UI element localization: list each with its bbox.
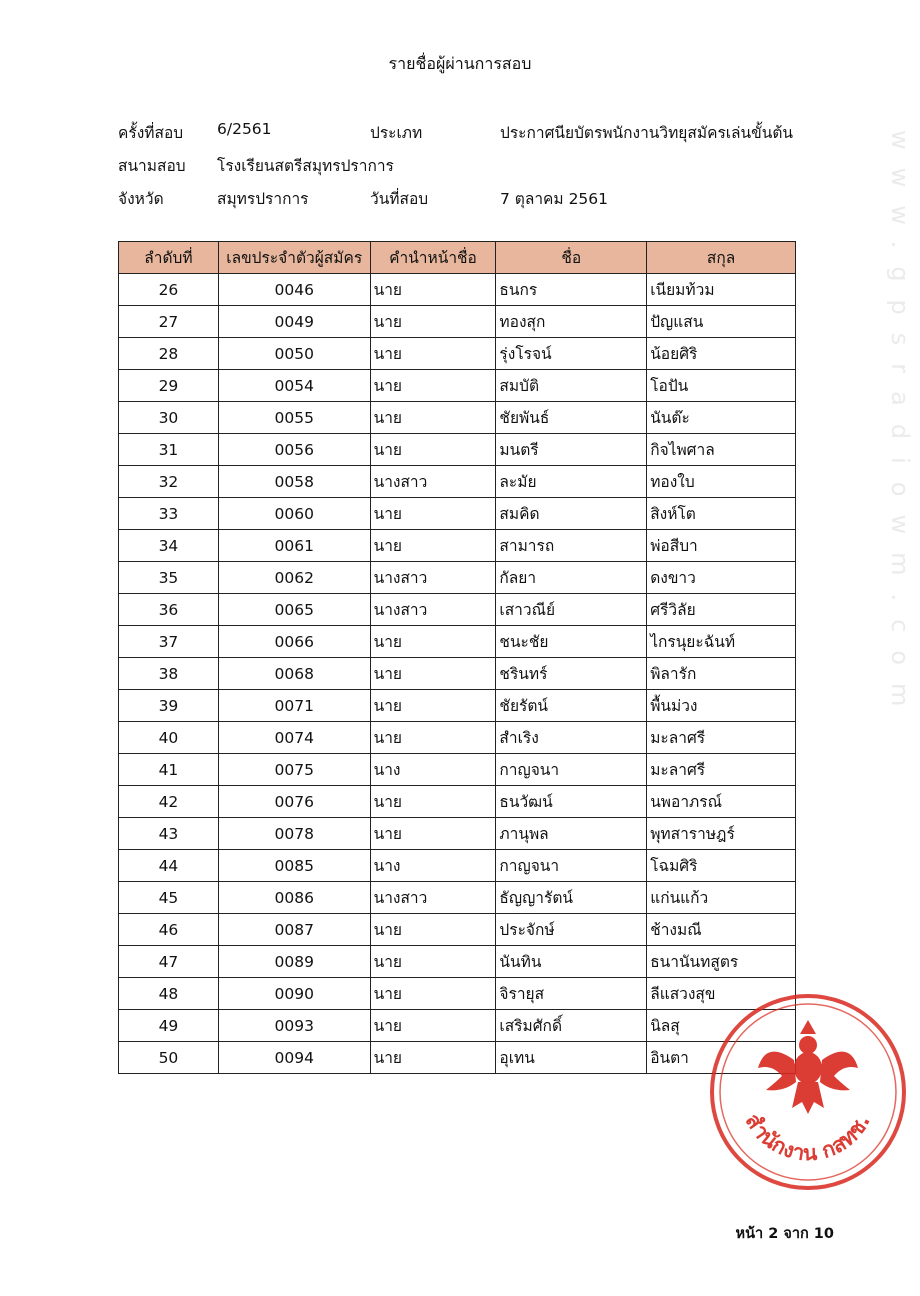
cell-title: นาง (370, 850, 496, 882)
cell-order: 41 (119, 754, 219, 786)
cell-first-name: กัลยา (496, 562, 647, 594)
cell-order: 27 (119, 306, 219, 338)
table-body (119, 274, 796, 1074)
cell-applicant-id: 0087 (218, 914, 370, 946)
table-row (119, 434, 796, 466)
cell-last-name: มะลาศรี (647, 722, 796, 754)
type-label: ประเภท (370, 124, 423, 142)
cell-applicant-id: 0086 (218, 882, 370, 914)
cell-order: 37 (119, 626, 219, 658)
table-row (119, 306, 796, 338)
venue-label: สนามสอบ (118, 157, 186, 175)
cell-order: 26 (119, 274, 219, 306)
cell-first-name: รุ่งโรจน์ (496, 338, 647, 370)
cell-title: นาย (370, 658, 496, 690)
cell-first-name: สมคิด (496, 498, 647, 530)
cell-applicant-id: 0060 (218, 498, 370, 530)
cell-last-name: นพอาภรณ์ (647, 786, 796, 818)
table-row (119, 690, 796, 722)
cell-last-name: ช้างมณี (647, 914, 796, 946)
cell-last-name: น้อยศิริ (647, 338, 796, 370)
results-table (118, 241, 796, 1074)
cell-title: นางสาว (370, 882, 496, 914)
cell-first-name: กาญจนา (496, 850, 647, 882)
cell-title: นาย (370, 978, 496, 1010)
cell-first-name: กาญจนา (496, 754, 647, 786)
type-value: ประกาศนียบัตรพนักงานวิทยุสมัครเล่นขั้นต้น (500, 124, 794, 142)
cell-last-name: ธนานันทสูตร (647, 946, 796, 978)
cell-title: นางสาว (370, 466, 496, 498)
cell-first-name: ธนกร (496, 274, 647, 306)
table-row (119, 274, 796, 306)
cell-first-name: ชนะชัย (496, 626, 647, 658)
cell-order: 42 (119, 786, 219, 818)
cell-first-name: ชรินทร์ (496, 658, 647, 690)
cell-order: 33 (119, 498, 219, 530)
cell-last-name: อินตา (647, 1042, 796, 1074)
cell-order: 28 (119, 338, 219, 370)
cell-applicant-id: 0074 (218, 722, 370, 754)
cell-title: นาย (370, 530, 496, 562)
cell-last-name: นิลสุ (647, 1010, 796, 1042)
cell-last-name: นันต๊ะ (647, 402, 796, 434)
table-row (119, 466, 796, 498)
cell-first-name: ภานุพล (496, 818, 647, 850)
cell-applicant-id: 0061 (218, 530, 370, 562)
cell-applicant-id: 0093 (218, 1010, 370, 1042)
venue-value: โรงเรียนสตรีสมุทรปราการ (217, 157, 394, 175)
cell-order: 43 (119, 818, 219, 850)
cell-order: 40 (119, 722, 219, 754)
table-header-row (119, 242, 796, 274)
cell-order: 39 (119, 690, 219, 722)
cell-title: นาง (370, 754, 496, 786)
cell-first-name: ธัญญารัตน์ (496, 882, 647, 914)
table-row (119, 722, 796, 754)
cell-last-name: ทองใบ (647, 466, 796, 498)
table-row (119, 530, 796, 562)
table-row (119, 1042, 796, 1074)
cell-first-name: สำเริง (496, 722, 647, 754)
cell-title: นาย (370, 370, 496, 402)
page-number: หน้า 2 จาก 10 (735, 1226, 834, 1242)
document-title: รายชื่อผู้ผ่านการสอบ (388, 54, 532, 73)
table-row (119, 402, 796, 434)
cell-last-name: พ่อสีบา (647, 530, 796, 562)
cell-first-name: เสาวณีย์ (496, 594, 647, 626)
cell-title: นาย (370, 1010, 496, 1042)
cell-order: 47 (119, 946, 219, 978)
cell-applicant-id: 0054 (218, 370, 370, 402)
table-row (119, 658, 796, 690)
cell-order: 48 (119, 978, 219, 1010)
cell-applicant-id: 0090 (218, 978, 370, 1010)
table-row (119, 1010, 796, 1042)
cell-last-name: พุทสาราษฎร์ (647, 818, 796, 850)
cell-title: นาย (370, 338, 496, 370)
cell-first-name: มนตรี (496, 434, 647, 466)
cell-title: นางสาว (370, 562, 496, 594)
cell-first-name: ชัยรัตน์ (496, 690, 647, 722)
cell-applicant-id: 0089 (218, 946, 370, 978)
cell-first-name: ชัยพันธ์ (496, 402, 647, 434)
table-row (119, 498, 796, 530)
cell-order: 35 (119, 562, 219, 594)
date-value: 7 ตุลาคม 2561 (500, 190, 609, 208)
cell-first-name: เสริมศักดิ์ (496, 1010, 647, 1042)
cell-applicant-id: 0058 (218, 466, 370, 498)
header-applicant-id: เลขประจำตัวผู้สมัคร (218, 242, 370, 274)
cell-applicant-id: 0049 (218, 306, 370, 338)
cell-applicant-id: 0078 (218, 818, 370, 850)
round-value: 6/2561 (217, 120, 272, 138)
cell-title: นาย (370, 818, 496, 850)
table-row (119, 786, 796, 818)
cell-title: นางสาว (370, 594, 496, 626)
cell-applicant-id: 0046 (218, 274, 370, 306)
cell-applicant-id: 0076 (218, 786, 370, 818)
table-row (119, 818, 796, 850)
date-label: วันที่สอบ (370, 190, 429, 208)
cell-last-name: ลีแสวงสุข (647, 978, 796, 1010)
cell-last-name: สิงห์โต (647, 498, 796, 530)
table-row (119, 370, 796, 402)
cell-applicant-id: 0068 (218, 658, 370, 690)
cell-order: 44 (119, 850, 219, 882)
province-label: จังหวัด (118, 190, 164, 208)
table-row (119, 914, 796, 946)
svg-text:สำนักงาน กสทช. (741, 1109, 875, 1165)
cell-first-name: นันทิน (496, 946, 647, 978)
cell-last-name: โอปัน (647, 370, 796, 402)
watermark: www.gpsradiowm.com (886, 130, 914, 725)
province-value: สมุทรปราการ (217, 190, 309, 208)
table-row (119, 882, 796, 914)
office-seal-stamp (706, 990, 910, 1194)
round-label: ครั้งที่สอบ (118, 124, 184, 142)
cell-applicant-id: 0050 (218, 338, 370, 370)
cell-last-name: โฉมศิริ (647, 850, 796, 882)
table-row (119, 850, 796, 882)
header-last-name: สกุล (647, 242, 796, 274)
garuda-emblem (758, 1020, 858, 1114)
cell-applicant-id: 0085 (218, 850, 370, 882)
cell-first-name: ประจักษ์ (496, 914, 647, 946)
cell-first-name: อุเทน (496, 1042, 647, 1074)
cell-applicant-id: 0056 (218, 434, 370, 466)
header-order: ลำดับที่ (119, 242, 219, 274)
table-row (119, 594, 796, 626)
cell-applicant-id: 0066 (218, 626, 370, 658)
cell-order: 30 (119, 402, 219, 434)
cell-order: 34 (119, 530, 219, 562)
cell-last-name: ดงขาว (647, 562, 796, 594)
cell-applicant-id: 0065 (218, 594, 370, 626)
cell-order: 49 (119, 1010, 219, 1042)
cell-title: นาย (370, 786, 496, 818)
table-row (119, 562, 796, 594)
cell-title: นาย (370, 1042, 496, 1074)
cell-title: นาย (370, 306, 496, 338)
cell-order: 29 (119, 370, 219, 402)
cell-title: นาย (370, 274, 496, 306)
cell-last-name: แก่นแก้ว (647, 882, 796, 914)
cell-title: นาย (370, 434, 496, 466)
cell-order: 50 (119, 1042, 219, 1074)
cell-title: นาย (370, 914, 496, 946)
table-row (119, 626, 796, 658)
cell-first-name: สมบัติ (496, 370, 647, 402)
cell-order: 36 (119, 594, 219, 626)
cell-title: นาย (370, 402, 496, 434)
cell-applicant-id: 0062 (218, 562, 370, 594)
cell-first-name: ธนวัฒน์ (496, 786, 647, 818)
table-row (119, 754, 796, 786)
cell-title: นาย (370, 946, 496, 978)
cell-applicant-id: 0094 (218, 1042, 370, 1074)
cell-title: นาย (370, 498, 496, 530)
cell-last-name: เนียมท้วม (647, 274, 796, 306)
cell-last-name: ศรีวิลัย (647, 594, 796, 626)
cell-applicant-id: 0071 (218, 690, 370, 722)
cell-order: 31 (119, 434, 219, 466)
cell-last-name: พิลารัก (647, 658, 796, 690)
cell-title: นาย (370, 722, 496, 754)
header-title: คำนำหน้าชื่อ (370, 242, 496, 274)
cell-applicant-id: 0075 (218, 754, 370, 786)
cell-last-name: ไกรนุยะฉันท์ (647, 626, 796, 658)
cell-last-name: กิจไพศาล (647, 434, 796, 466)
cell-last-name: พื้นม่วง (647, 690, 796, 722)
stamp-text: สำนักงาน กสทช. (740, 1109, 875, 1166)
cell-order: 32 (119, 466, 219, 498)
cell-order: 45 (119, 882, 219, 914)
cell-first-name: สามารถ (496, 530, 647, 562)
table-row (119, 338, 796, 370)
header-first-name: ชื่อ (496, 242, 647, 274)
cell-title: นาย (370, 690, 496, 722)
cell-first-name: จิรายุส (496, 978, 647, 1010)
table-row (119, 946, 796, 978)
cell-order: 38 (119, 658, 219, 690)
cell-last-name: มะลาศรี (647, 754, 796, 786)
table-row (119, 978, 796, 1010)
cell-first-name: ละมัย (496, 466, 647, 498)
cell-order: 46 (119, 914, 219, 946)
cell-first-name: ทองสุก (496, 306, 647, 338)
cell-applicant-id: 0055 (218, 402, 370, 434)
cell-title: นาย (370, 626, 496, 658)
cell-last-name: ปัญแสน (647, 306, 796, 338)
